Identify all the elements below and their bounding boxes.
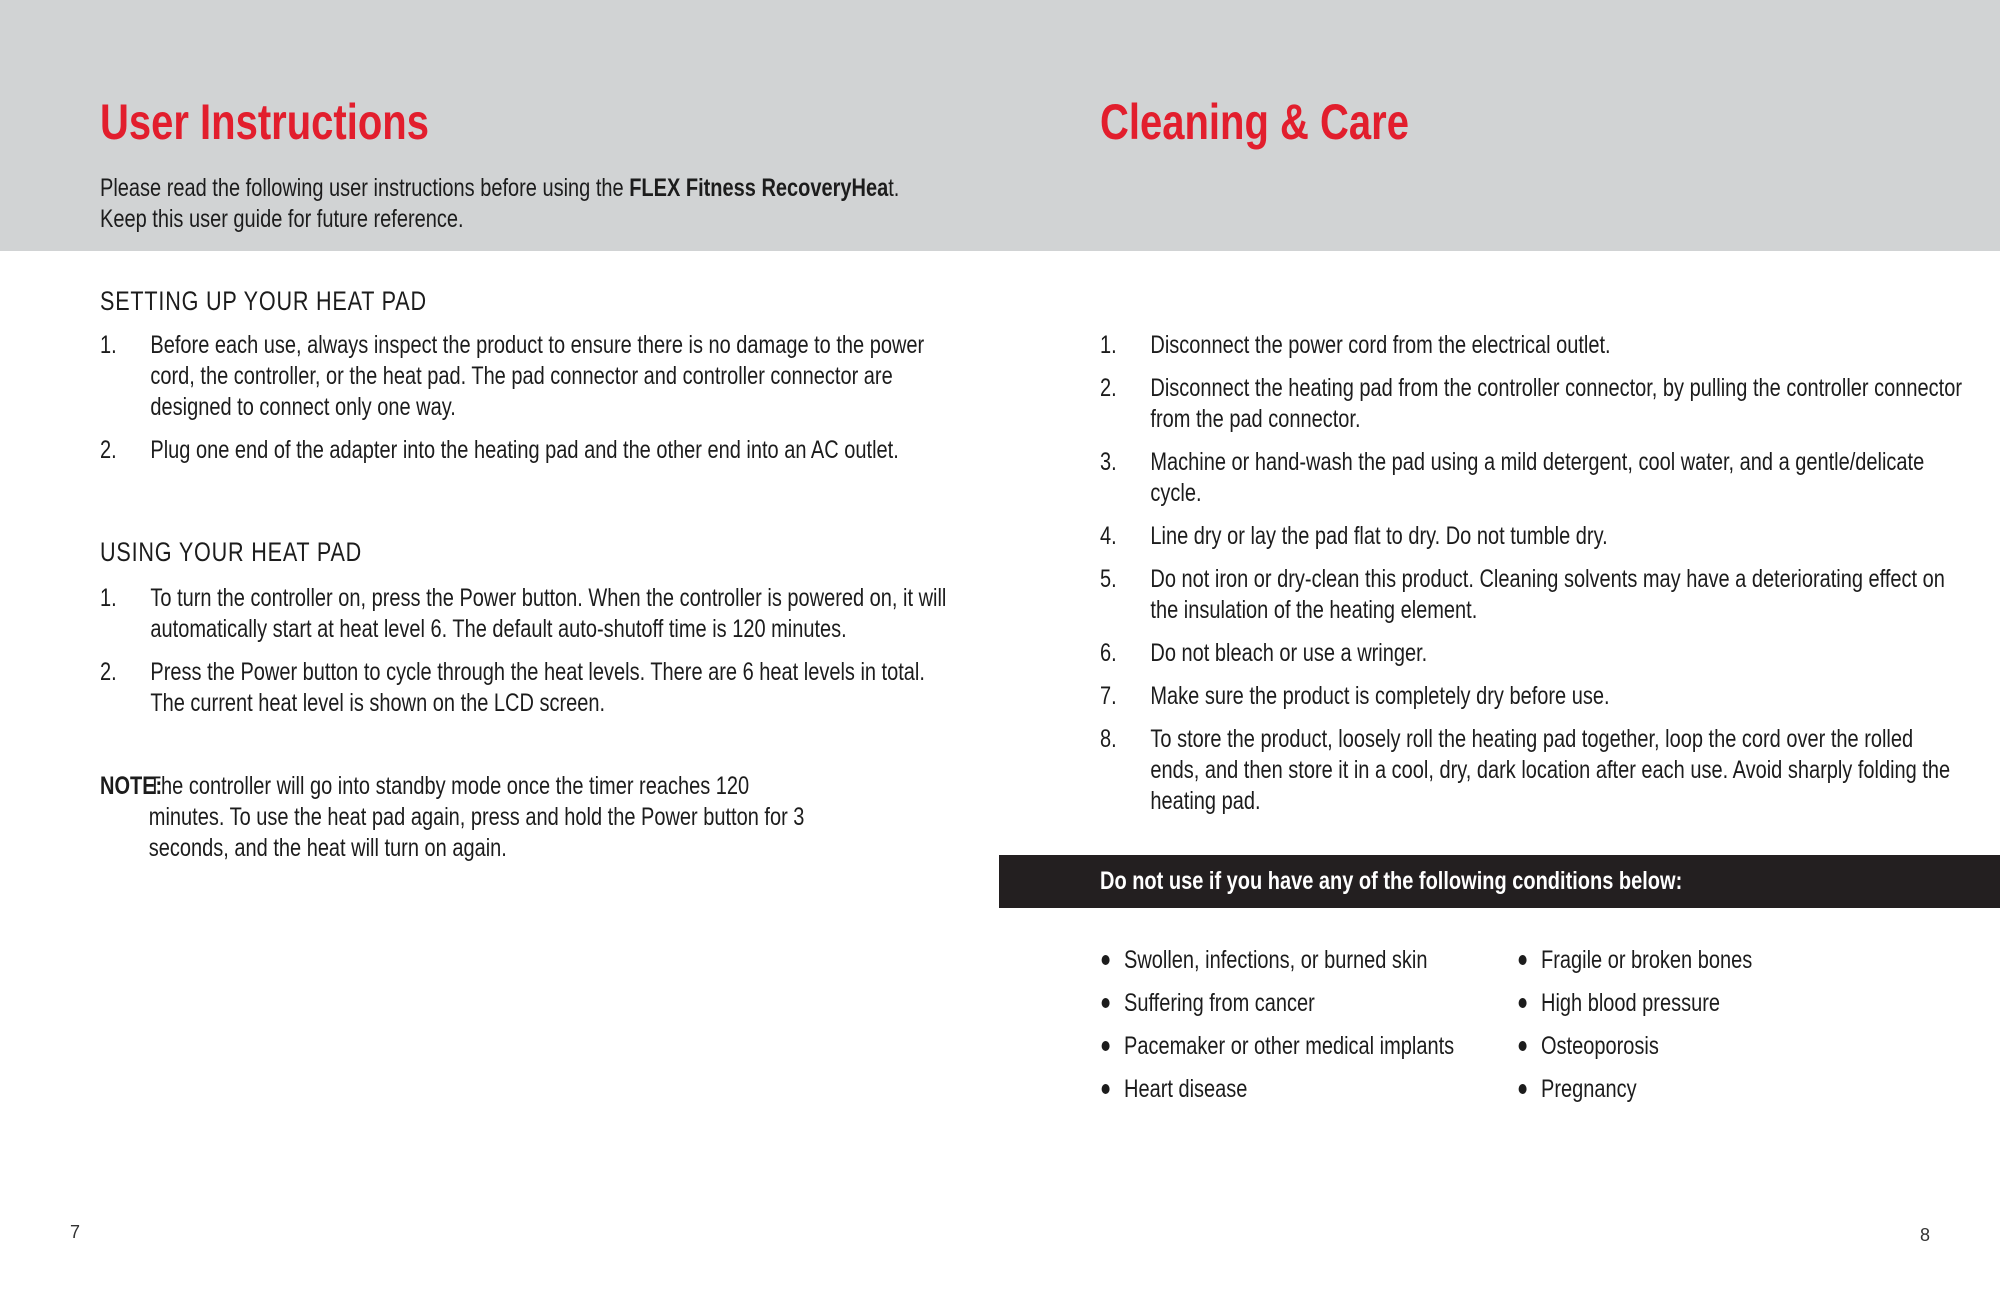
cleaning-steps — [1100, 330, 1964, 829]
step-text: Press the Power button to cycle through the heat levels. There are 6 heat levels in total. The current heat level is shown on the LCD screen. — [150, 658, 925, 717]
intro-text — [100, 173, 900, 235]
cleaning-step — [1100, 447, 1964, 509]
page-number-right: 8 — [1920, 1225, 1931, 1245]
condition-text: High blood pressure — [1541, 989, 1720, 1017]
step-text: Line dry or lay the pad flat to dry. Do not tumble dry. — [1150, 522, 1608, 550]
condition-item — [1100, 1074, 1454, 1105]
condition-text: Fragile or broken bones — [1541, 946, 1753, 974]
user-instructions-title: User Instructions — [100, 94, 429, 150]
cleaning-step — [1100, 724, 1964, 817]
condition-item — [1517, 1031, 1752, 1062]
step-text: Do not iron or dry-clean this product. Cleaning solvents may have a deteriorating effect on the insulation of the heating element. — [1150, 565, 1945, 624]
step-number: 1. — [100, 331, 117, 359]
step-number: 3. — [1100, 448, 1117, 476]
page-number-left: 7 — [70, 1222, 81, 1242]
step-number: 2. — [100, 658, 117, 686]
setup-steps — [100, 330, 964, 478]
condition-text: Osteoporosis — [1541, 1032, 1659, 1060]
condition-text: Swollen, infections, or burned skin — [1124, 946, 1428, 974]
step-text: Make sure the product is completely dry before use. — [1150, 682, 1610, 710]
condition-item — [1100, 945, 1454, 976]
bullet-icon — [1519, 1041, 1527, 1051]
step-number: 2. — [100, 436, 117, 464]
conditions-list-right — [1517, 945, 1752, 1117]
intro-line1-prefix: Please read the following user instructions before using the — [100, 174, 630, 202]
condition-item — [1517, 988, 1752, 1019]
using-step — [100, 657, 964, 719]
note-block — [100, 771, 820, 864]
step-number: 6. — [1100, 639, 1117, 667]
condition-item — [1100, 1031, 1454, 1062]
cleaning-step — [1100, 564, 1964, 626]
bullet-icon — [1102, 1084, 1110, 1094]
condition-text: Suffering from cancer — [1124, 989, 1315, 1017]
using-steps — [100, 583, 964, 731]
bullet-icon — [1102, 1041, 1110, 1051]
step-number: 5. — [1100, 565, 1117, 593]
step-number: 1. — [100, 584, 117, 612]
step-text: To turn the controller on, press the Power button. When the controller is powered on, it will automatically start at heat level 6. The default auto-shutoff time is 120 minutes. — [150, 584, 947, 643]
setup-step — [100, 435, 964, 466]
condition-item — [1517, 945, 1752, 976]
step-number: 2. — [1100, 374, 1117, 402]
step-number: 8. — [1100, 725, 1117, 753]
condition-item — [1517, 1074, 1752, 1105]
step-text: Plug one end of the adapter into the heating pad and the other end into an AC outlet. — [150, 436, 899, 464]
step-text: Machine or hand-wash the pad using a mild detergent, cool water, and a gentle/delicate cycle. — [1150, 448, 1925, 507]
bullet-icon — [1519, 1084, 1527, 1094]
step-text: To store the product, loosely roll the heating pad together, loop the cord over the rolled ends, and then store it in a cool, dry, dark location after each use. Avoid sharply folding the heating pad. — [1150, 725, 1951, 815]
intro-line2: Keep this user guide for future reference. — [100, 205, 464, 233]
step-number: 1. — [1100, 331, 1117, 359]
setup-heading: SETTING UP YOUR HEAT PAD — [100, 286, 427, 316]
step-number: 7. — [1100, 682, 1117, 710]
conditions-list-left — [1100, 945, 1454, 1117]
using-step — [100, 583, 964, 645]
cleaning-step — [1100, 638, 1964, 669]
cleaning-step — [1100, 681, 1964, 712]
step-text: Before each use, always inspect the product to ensure there is no damage to the power cord, the controller, or the heat pad. The pad connector and controller connector are designed to connect only one way. — [150, 331, 925, 421]
intro-brand: FLEX Fitness RecoveryHea — [629, 174, 889, 202]
using-heading: USING YOUR HEAT PAD — [100, 537, 363, 567]
condition-text: Pacemaker or other medical implants — [1124, 1032, 1455, 1060]
bullet-icon — [1102, 955, 1110, 965]
condition-item — [1100, 988, 1454, 1019]
cleaning-care-title: Cleaning & Care — [1100, 94, 1409, 150]
cleaning-step — [1100, 373, 1964, 435]
condition-text: Pregnancy — [1541, 1075, 1637, 1103]
step-text: Disconnect the power cord from the electrical outlet. — [1150, 331, 1611, 359]
bullet-icon — [1102, 998, 1110, 1008]
bullet-icon — [1519, 998, 1527, 1008]
cleaning-step — [1100, 521, 1964, 552]
condition-text: Heart disease — [1124, 1075, 1248, 1103]
cleaning-step — [1100, 330, 1964, 361]
step-text: Do not bleach or use a wringer. — [1150, 639, 1428, 667]
warning-text: Do not use if you have any of the following conditions below: — [1100, 867, 1683, 895]
step-text: Disconnect the heating pad from the controller connector, by pulling the controller connector from the pad connector. — [1150, 374, 1962, 433]
intro-line1-suffix: t. — [888, 174, 900, 202]
setup-step — [100, 330, 964, 423]
note-text: The controller will go into standby mode once the timer reaches 120 minutes. To use the heat pad again, press and hold the Power button for 3 seconds, and the heat will turn on again. — [148, 772, 805, 862]
bullet-icon — [1519, 955, 1527, 965]
note-label: NOTE: — [100, 772, 163, 800]
step-number: 4. — [1100, 522, 1117, 550]
